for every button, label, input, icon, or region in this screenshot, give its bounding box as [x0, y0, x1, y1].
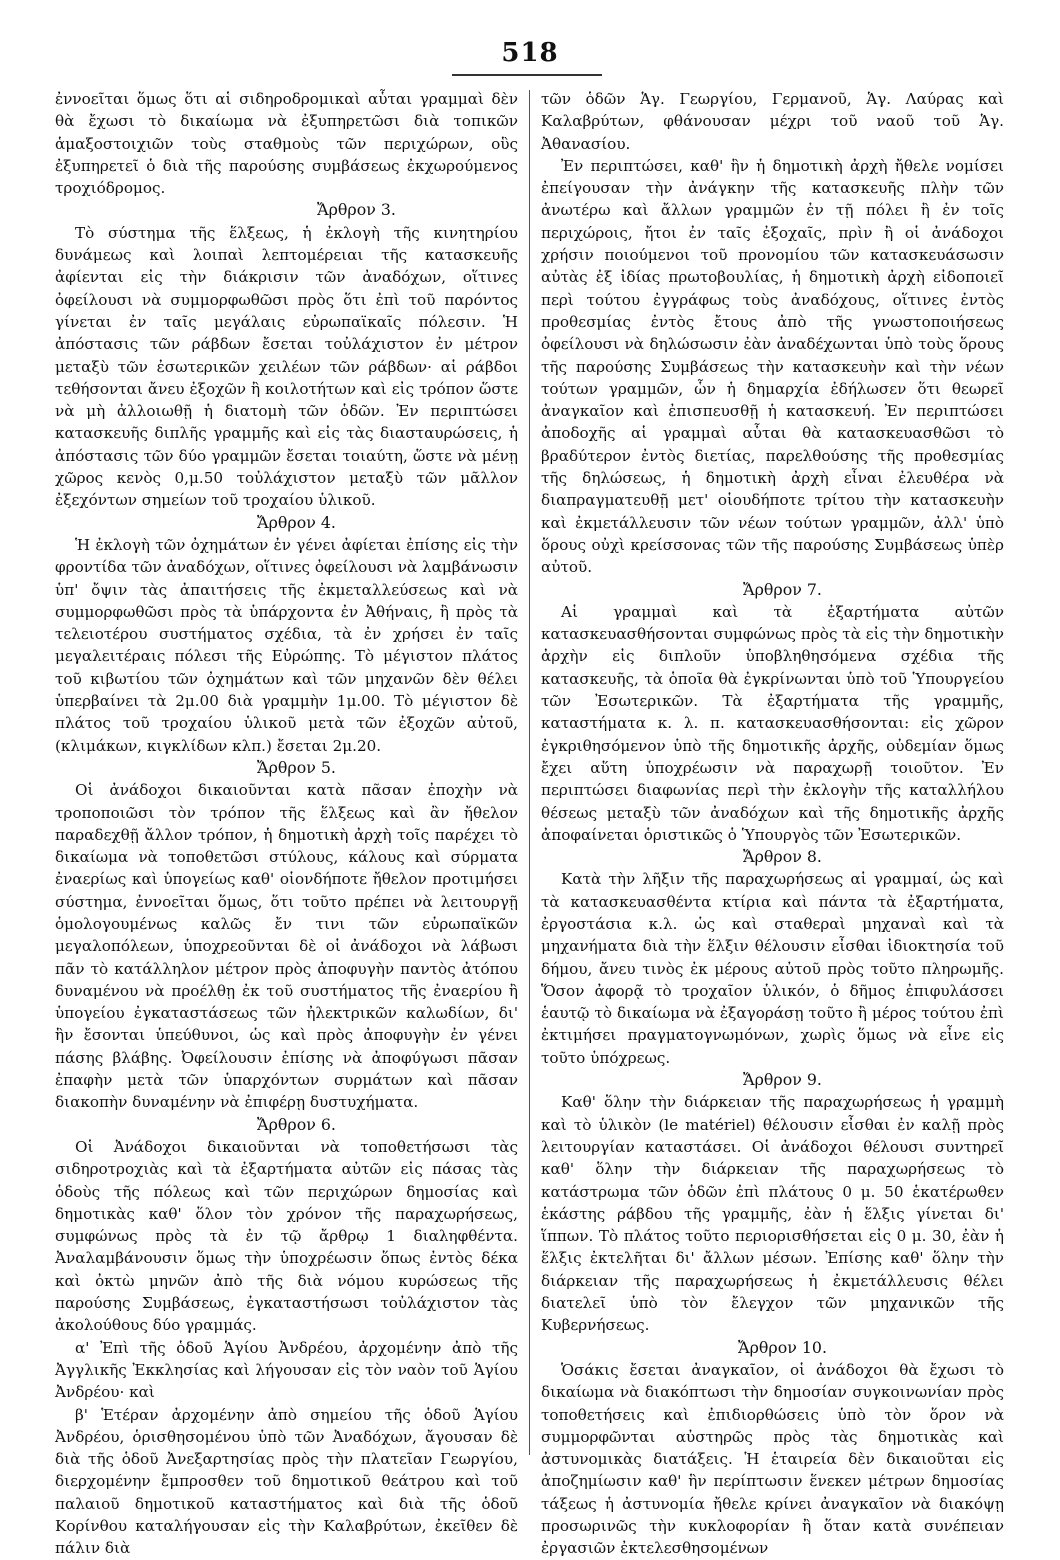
- paragraph-intro: ἐννοεῖται ὅμως ὅτι αἱ σιδηροδρομικαὶ αὗται γραμμαὶ δὲν θὰ ἔχωσι τὸ δικαίωμα νὰ ἐξυπηρετῶσι διὰ τοπικῶν ἁμαξοστοιχιῶν τοὺς σταθμοὺς τῶν περιχώρων, οὓς ἐξυπηρετεῖ ὁ διὰ τῆς παρούσης συμβάσεως ἐκχωρούμενος τροχιόδρομος.: [55, 90, 518, 198]
- article-9-text: Καθ' ὅλην τὴν διάρκειαν τῆς παραχωρήσεως ἡ γραμμὴ καὶ τὸ ὑλικὸν (le matériel) θέλουσιν εἶσθαι ἐν καλῇ πρὸς λειτουργίαν καταστάσει. Οἱ ἀνάδοχοι θέλουσι συντηρεῖ καθ' ὅλην τὴν διάρκειαν τῆς παραχωρήσεως τὸ κατάστρωμα τῶν ὁδῶν ἐπὶ πλάτους 0 μ. 50 ἑκατέρωθεν ἑκάστης ράβδου τῆς γραμμῆς, ἐὰν ἡ ἕλξις γίνεται δι' ἵππων. Τὸ πλάτος τοῦτο περιορισθήσεται εἰς 0 μ. 30, ἐὰν ἡ ἕλξις ἐκτελῆται δι' ἄλλων μέσων. Ἐπίσης καθ' ὅλην τὴν διάρκειαν τῆς παραχωρήσεως ἡ ἐκμετάλλευσις θέλει διατελεῖ ὑπὸ τὸν ἔλεγχον τῶν μηχανικῶν τῆς Κυβερνήσεως.: [541, 1093, 1004, 1335]
- article-10-heading: Ἄρθρον 10.: [738, 1337, 827, 1357]
- article-5-heading: Ἄρθρον 5.: [257, 757, 336, 777]
- article-7-heading: Ἄρθρον 7.: [743, 579, 822, 599]
- article-9-heading: Ἄρθρον 9.: [743, 1070, 822, 1090]
- article-4-heading: Ἄρθρον 4.: [257, 512, 336, 532]
- article-4-text: Ἡ ἐκλογὴ τῶν ὀχημάτων ἐν γένει ἀφίεται ἐπίσης εἰς τὴν φροντίδα τῶν ἀναδόχων, οἵτινες ὀφείλουσι νὰ λαμβάνωσιν ὑπ' ὄψιν τὰς ἀπαιτήσεις τῆς ἐκμεταλλεύσεως καὶ νὰ συμμορφωθῶσι πρὸς τὰ ὑπάρχοντα ἐν Ἀθήναις, ἢ πρὸς τὰ τελειοτέρου συστήματος σχέδια, τὰ ἐν χρήσει ἐν ταῖς μεγαλειτέραις πόλεσι τῆς Εὐρώπης. Τὸ μέγιστον πλάτος τοῦ κιβωτίου τῶν ὀχημάτων καὶ τῶν μηχανῶν δὲν θέλει ὑπερβαίνει τὰ 2μ.00 διὰ γραμμὴν 1μ.00. Τὸ μέγιστον δὲ πλάτος τοῦ τροχαίου ὑλικοῦ μετὰ τῶν ἐξοχῶν αὐτοῦ, (κλιμάκων, κιγκλίδων κλπ.) ἔσεται 2μ.20.: [55, 535, 518, 755]
- column-divider: [529, 90, 530, 1455]
- article-6-item-beta: β' Ἑτέραν ἀρχομένην ἀπὸ σημείου τῆς ὁδοῦ Ἁγίου Ἀνδρέου, ὁρισθησομένου ὑπὸ τῶν Ἀναδόχων, ἄγουσαν δὲ διὰ τῆς ὁδοῦ Ἀνεξαρτησίας πρὸς τὴν πλατεῖαν Γεωργίου, διερχομένην ἔμπροσθεν τοῦ δημοτικοῦ θεάτρου καὶ τοῦ παλαιοῦ δημοτικοῦ καταστήματος καὶ διὰ τῆς ὁδοῦ Κορίνθου καταλήγουσαν εἰς τὴν Καλαβρύτων, ἐκεῖθεν δὲ πάλιν διὰ: [55, 1405, 518, 1558]
- left-column: [55, 88, 518, 1560]
- article-6-text: Οἱ Ἀνάδοχοι δικαιοῦνται νὰ τοποθετήσωσι τὰς σιδηροτροχιὰς καὶ τὰ ἐξαρτήματα αὐτῶν εἰς πάσας τὰς ὁδοὺς τῆς πόλεως καὶ τῶν περιχώρων δημοσίας καὶ δημοτικὰς καθ' ὅλον τὸν χρόνον τῆς παραχωρήσεως, συμφώνως πρὸς τὰ ἐν τῷ ἄρθρῳ 1 διαληφθέντα. Ἀναλαμβάνουσιν ὅμως τὴν ὑποχρέωσιν ὅπως ἐντὸς δέκα καὶ ὀκτὼ μηνῶν ἀπὸ τῆς διὰ νόμου κυρώσεως τῆς παρούσης Συμβάσεως, ἐγκαταστήσωσι τοὐλάχιστον τὰς ἀκολούθους δύο γραμμάς.: [55, 1137, 518, 1335]
- article-8-text: Κατὰ τὴν λῆξιν τῆς παραχωρήσεως αἱ γραμμαί, ὡς καὶ τὰ κατασκευασθέντα κτίρια καὶ πάντα τὰ ἐξαρτήματα, ἐργοστάσια κ.λ. ὡς καὶ σταθεραὶ μηχαναὶ καὶ τὰ μηχανήματα διὰ τὴν ἕλξιν θέλουσιν εἶσθαι ἰδιοκτησία τοῦ δήμου, ἄνευ τινὸς ἐκ μέρους αὐτοῦ πρὸς τοῦτο πληρωμῆς. Ὅσον ἀφορᾷ τὸ τροχαῖον ὑλικόν, ὁ δῆμος ἐπιφυλάσσει ἑαυτῷ τὸ δικαίωμα νὰ ἐξαγοράσῃ τοῦτο ἢ μέρος τούτου ἐπὶ ἐκτιμήσει πραγματογνωμόνων, χωρὶς ὅμως νὰ εἶνε εἰς τοῦτο ὑπόχρεως.: [541, 870, 1004, 1067]
- article-6-item-alpha: α' Ἐπὶ τῆς ὁδοῦ Ἁγίου Ἀνδρέου, ἀρχομένην ἀπὸ τῆς Ἀγγλικῆς Ἐκκλησίας καὶ λήγουσαν εἰς τὸν ναὸν τοῦ Ἁγίου Ἀνδρέου· καὶ: [55, 1338, 518, 1402]
- article-7-text: Αἱ γραμμαὶ καὶ τὰ ἐξαρτήματα αὐτῶν κατασκευασθήσονται συμφώνως πρὸς τὰ εἰς τὴν δημοτικὴν ἀρχὴν εἰς διπλοῦν ὑποβληθησόμενα σχέδια τῆς κατασκευῆς, τὰ ὁποῖα θὰ ἐγκρίνωνται ὑπὸ τοῦ Ὑπουργείου τῶν Ἐσωτερικῶν. Τὰ ἐξαρτήματα τῆς γραμμῆς, καταστήματα κ. λ. π. κατασκευασθήσονται: εἰς χῶρον ἐγκριθησόμενον ὑπὸ τῆς δημοτικῆς ἀρχῆς, οὐδεμίαν ὅμως ἔχει αὕτη ὑποχρέωσιν νὰ παραχωρῇ τοιοῦτον. Ἐν περιπτώσει διαφωνίας περὶ τὴν ἐκλογὴν τῆς καταλλήλου θέσεως μεταξὺ τῶν ἀναδόχων καὶ τῆς δημοτικῆς ἀρχῆς ἀποφαίνεται ὁριστικῶς ὁ Ὑπουργὸς τῶν Ἐσωτερικῶν.: [541, 602, 1004, 844]
- paragraph-continued: τῶν ὁδῶν Ἁγ. Γεωργίου, Γερμανοῦ, Ἁγ. Λαύρας καὶ Καλαβρύτων, φθάνουσαν μέχρι τοῦ ναοῦ τοῦ Ἁγ. Ἀθανασίου.: [541, 90, 1004, 153]
- article-8-heading: Ἄρθρον 8.: [743, 847, 822, 867]
- paragraph-continued-2: Ἐν περιπτώσει, καθ' ἣν ἡ δημοτικὴ ἀρχὴ ἤθελε νομίσει ἐπείγουσαν τὴν ἀνάγκην τῆς κατασκευῆς πλὴν τῶν ἀνωτέρω καὶ ἄλλων γραμμῶν ἐν τῇ πόλει ἢ ἐν τοῖς περιχώροις, ἤτοι ἐν ταῖς ἐξοχαῖς, πρὶν ἢ οἱ ἀνάδοχοι χρήσιν ποιούμενοι τοῦ προνομίου τῶν κατασκευάσωσιν αὐτὰς ἐξ ἰδίας πρωτοβουλίας, ἡ δημοτικὴ ἀρχὴ εἰδοποιεῖ περὶ τούτου ἐγγράφως τοὺς ἀναδόχους, οἵτινες ἐντὸς προθεσμίας ἐντὸς ἔτους ἀπὸ τῆς γνωστοποιήσεως ὀφείλουσι νὰ δηλώσωσιν ἐὰν ἀναδέχωνται ὑπὸ τοὺς ὅρους τῆς παρούσης Συμβάσεως τὴν κατασκευὴν καὶ τὴν νέων τούτων γραμμῶν, ὧν ἡ δημαρχία ἐδήλωσεν ὅτι θεωρεῖ ἀναγκαῖον καὶ ἐπισπευσθῇ ἡ κατασκευή. Ἐν περιπτώσει ἀποδοχῆς αἱ γραμμαὶ αὗται θὰ κατασκευασθῶσι τὸ βραδύτερον ἐντὸς διετίας, παρελθούσης τῆς προθεσμίας τῆς δηλώσεως, ἡ δημοτικὴ ἀρχὴ εἶναι ἐλευθέρα νὰ διαπραγματευθῇ μετ' οἱουδήποτε τρίτου τὴν κατασκευὴν καὶ ἐκμετάλλευσιν τῶν νέων τούτων γραμμῶν, ἀλλ' ὑπὸ ὅρους οὐχὶ κρείσσονας τῶν τῆς παρούσης Συμβάσεως ὑπὲρ αὐτοῦ.: [541, 156, 1004, 577]
- right-column: [541, 88, 1004, 1560]
- article-6-heading: Ἄρθρον 6.: [257, 1114, 336, 1134]
- article-5-text: Οἱ ἀνάδοχοι δικαιοῦνται κατὰ πᾶσαν ἐποχὴν νὰ τροποποιῶσι τὸν τρόπον τῆς ἕλξεως καὶ ἂν ἤθελον παραδεχθῇ ἄλλον τρόπον, ἡ δημοτικὴ ἀρχὴ τοῖς παρέχει τὸ δικαίωμα νὰ τοποθετῶσι στύλους, κάλους καὶ σύρματα ἐναερίως καὶ ὑπογείως καθ' οἱονδήποτε ἤθελον προτιμήσει σύστημα, ἐννοεῖται ὅμως, ὅτι τοῦτο πρέπει νὰ λειτουργῇ ὁμολογουμένως καλῶς ἔν τινι τῶν εὐρωπαϊκῶν μεγαλοπόλεων, ὑποχρεοῦνται δὲ οἱ ἀνάδοχοι νὰ λάβωσι πᾶν τὸ κατάλληλον μέτρον πρὸς ἀποφυγὴν παντὸς ἀτόπου δυναμένου νὰ προέλθῃ ἐκ τοῦ συστήματος τῆς ἐναερίου ἢ ὑπογείου ἐγκαταστάσεως τῶν ἠλεκτρικῶν καλωδίων, δι' ἣν ἔσονται ὑπεύθυνοι, ὡς καὶ πρὸς ἀποφυγὴν ἐν γένει πάσης βλάβης. Ὀφείλουσιν ἐπίσης νὰ ἀποφύγωσι πᾶσαν ἐπαφὴν μετὰ τῶν ὑπαρχόντων συρμάτων καὶ πᾶσαν διακοπὴν δυναμένην νὰ ἐπιφέρῃ δυστυχήματα.: [55, 781, 518, 1112]
- page-number-rule: [452, 74, 602, 76]
- article-10-text: Ὁσάκις ἔσεται ἀναγκαῖον, οἱ ἀνάδοχοι θὰ ἔχωσι τὸ δικαίωμα νὰ διακόπτωσι τὴν δημοσίαν συγκοινωνίαν πρὸς τοποθετήσεις καὶ ἐπιδιορθώσεις ὑπὸ τὸν ὅρον νὰ συμμορφῶνται αὐστηρῶς πρὸς τὰς δημοτικὰς καὶ ἀστυνομικὰς διατάξεις. Ἡ ἑταιρεία δὲν δικαιοῦται εἰς ἀποζημίωσιν καθ' ἣν περίπτωσιν ἕνεκεν μέτρων δημοσίας τάξεως ἡ ἀστυνομία ἤθελε κρίνει ἀναγκαῖον νὰ διακόψῃ προσωρινῶς τὴν κυκλοφορίαν ἢ ὅταν κατὰ συνέπειαν ἐργασιῶν ἐκτελεσθησομένων: [541, 1360, 1004, 1558]
- article-3-text: Τὸ σύστημα τῆς ἕλξεως, ἡ ἐκλογὴ τῆς κινητηρίου δυνάμεως καὶ λοιπαὶ λεπτομέρειαι τῆς κατασκευῆς ἀφίενται εἰς τὴν διάκρισιν τῶν ἀναδόχων, οἵτινες ὀφείλουσι νὰ συμμορφωθῶσι πρὸς ὅτι ἐπὶ τοῦ παρόντος γίνεται ἐν ταῖς μεγάλαις εὐρωπαϊκαῖς πόλεσιν. Ἡ ἀπόστασις τῶν ράβδων ἔσεται τοὐλάχιστον ἐν μέτρον μεταξὺ τῶν ἐσωτερικῶν χειλέων τῶν ράβδων· αἱ ράβδοι τεθήσονται ἄνευ ἐξοχῶν ἢ κοιλοτήτων καὶ εἰς τρόπον ὥστε νὰ μὴ ἀλλοιωθῇ ἡ διατομὴ τῶν ὁδῶν. Ἐν περιπτώσει κατασκευῆς διπλῆς γραμμῆς καὶ εἰς τὰς διασταυρώσεις, ἡ ἀπόστασις τῶν δύο γραμμῶν ἔσεται τοιαύτη, ὥστε νὰ μένῃ χῶρος κενὸς 0,μ.50 τοὐλάχιστον μεταξὺ τῶν μᾶλλον ἐξεχόντων σημείων τοῦ τροχαίου ὑλικοῦ.: [55, 223, 518, 510]
- article-3-heading: Ἄρθρον 3.: [317, 200, 396, 220]
- page-number: 518: [501, 38, 559, 68]
